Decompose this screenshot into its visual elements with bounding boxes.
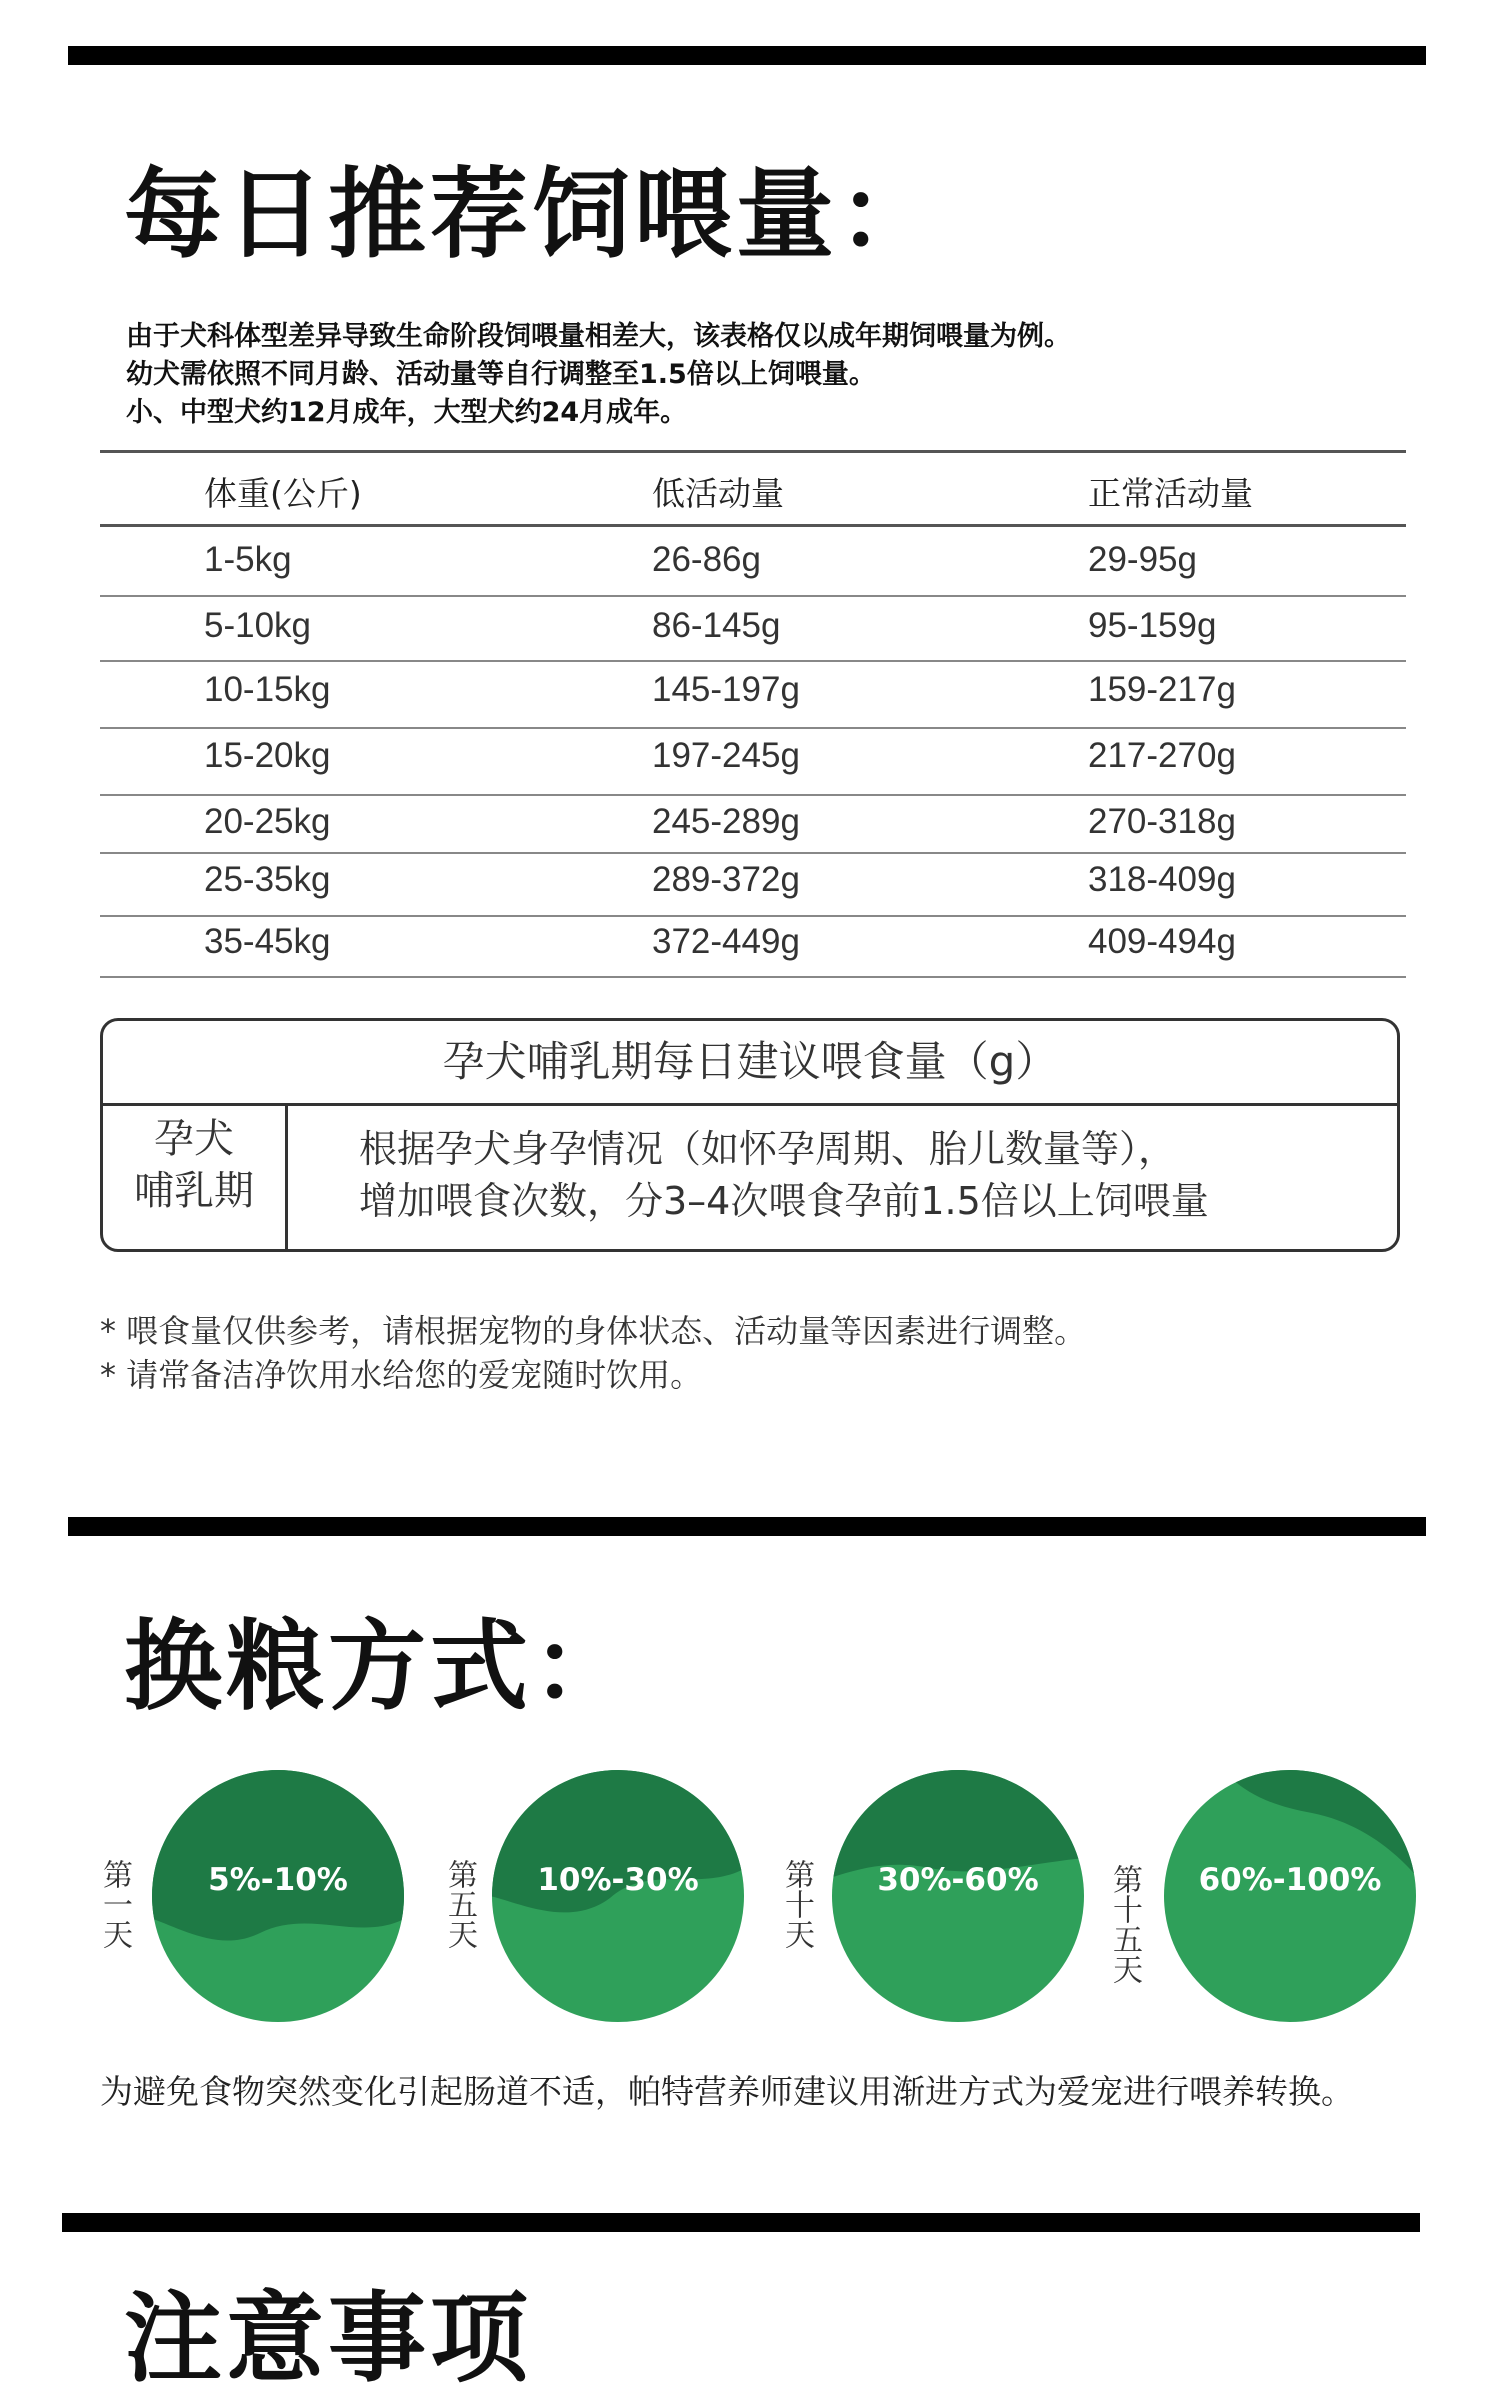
body-line-1: 根据孕犬身孕情况（如怀孕周期、胎儿数量等），: [359, 1127, 1177, 1171]
table-row-2-low: 86-145g: [652, 606, 781, 645]
stage-1-day-label: 第一天: [97, 1859, 132, 1949]
table-row-7-weight: 35-45kg: [204, 922, 331, 961]
section-title-daily-feeding: 每日推荐饲喂量：: [124, 158, 941, 272]
header-low-activity: 低活动量: [652, 474, 784, 513]
table-top-rule: [100, 450, 1406, 453]
stage-3-day-label: 第十天: [779, 1859, 814, 1949]
intro-text: [126, 318, 1071, 432]
table-row-3-normal: 159-217g: [1088, 670, 1236, 709]
side-label-line-1: 孕犬: [154, 1116, 234, 1162]
stage-4-percent: 60%-100%: [1198, 1862, 1382, 1898]
table-row-5-normal: 270-318g: [1088, 802, 1236, 841]
table-bottom-rule: [100, 976, 1406, 978]
side-label-line-2: 哺乳期: [134, 1168, 254, 1214]
table-row-1-weight: 1-5kg: [204, 540, 292, 579]
table-row-6-low: 289-372g: [652, 860, 800, 899]
pregnancy-feeding-box: [100, 1018, 1400, 1252]
pregnancy-box-column-divider: [285, 1103, 288, 1252]
pregnancy-box-side-label: [103, 1113, 285, 1217]
table-row-3-low: 145-197g: [652, 670, 800, 709]
table-row-rule: [100, 727, 1406, 729]
table-row-4-normal: 217-270g: [1088, 736, 1236, 775]
table-row-7-normal: 409-494g: [1088, 922, 1236, 961]
table-row-3-weight: 10-15kg: [204, 670, 331, 709]
table-row-4-low: 197-245g: [652, 736, 800, 775]
table-row-rule: [100, 794, 1406, 796]
table-row-5-low: 245-289g: [652, 802, 800, 841]
pregnancy-box-divider: [103, 1103, 1397, 1106]
table-row-rule: [100, 915, 1406, 917]
table-row-4-weight: 15-20kg: [204, 736, 331, 775]
table-row-2-weight: 5-10kg: [204, 606, 312, 645]
table-row-6-normal: 318-409g: [1088, 860, 1236, 899]
intro-line-1: 由于犬科体型差异导致生命阶段饲喂量相差大，该表格仅以成年期饲喂量为例。: [126, 321, 1071, 352]
table-header-rule: [100, 524, 1406, 527]
top-divider: [68, 46, 1426, 65]
stage-1-percent: 5%-10%: [208, 1862, 348, 1898]
transition-footer: 为避免食物突然变化引起肠道不适，帕特营养师建议用渐进方式为爱宠进行喂养转换。: [100, 2072, 1354, 2111]
stage-4-day-label: 第十五天: [1107, 1864, 1142, 1984]
bottom-divider: [62, 2213, 1420, 2232]
note-2: * 请常备洁净饮用水给您的爱宠随时饮用。: [100, 1356, 703, 1394]
note-1: * 喂食量仅供参考，请根据宠物的身体状态、活动量等因素进行调整。: [100, 1312, 1087, 1350]
stage-2-day-label: 第五天: [442, 1859, 477, 1949]
stage-2-percent: 10%-30%: [537, 1862, 699, 1898]
table-row-5-weight: 20-25kg: [204, 802, 331, 841]
body-line-2: 增加喂食次数，分3–4次喂食孕前1.5倍以上饲喂量: [359, 1179, 1209, 1223]
stage-3-percent: 30%-60%: [877, 1862, 1039, 1898]
pregnancy-box-title: 孕犬哺乳期每日建议喂食量（g）: [442, 1037, 1058, 1086]
header-normal-activity: 正常活动量: [1088, 474, 1253, 513]
section-title-food-transition: 换粮方式：: [124, 1610, 635, 1724]
table-row-rule: [100, 595, 1406, 597]
intro-line-2: 幼犬需依照不同月龄、活动量等自行调整至1.5倍以上饲喂量。: [126, 359, 876, 390]
table-row-1-normal: 29-95g: [1088, 540, 1197, 579]
table-row-rule: [100, 660, 1406, 662]
table-row-1-low: 26-86g: [652, 540, 761, 579]
middle-divider: [68, 1517, 1426, 1536]
intro-line-3: 小、中型犬约12月成年，大型犬约24月成年。: [126, 397, 688, 428]
table-row-2-normal: 95-159g: [1088, 606, 1217, 645]
table-row-rule: [100, 852, 1406, 854]
table-row-7-low: 372-449g: [652, 922, 800, 961]
header-weight: 体重(公斤): [204, 474, 362, 513]
section-title-notes-partial: 注意事项: [124, 2282, 533, 2396]
table-row-6-weight: 25-35kg: [204, 860, 331, 899]
pregnancy-box-body: [359, 1123, 1209, 1227]
